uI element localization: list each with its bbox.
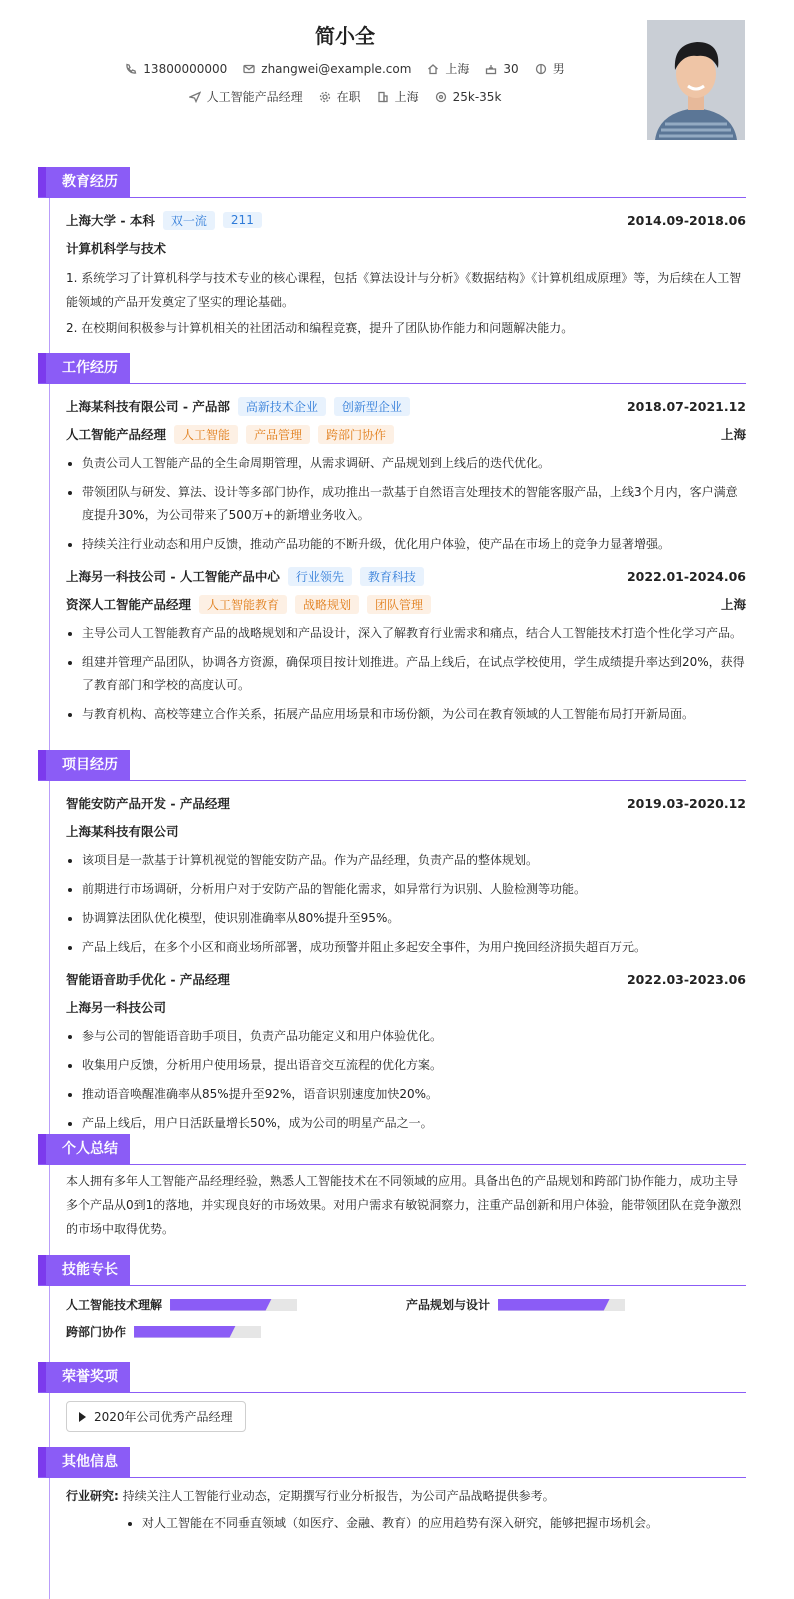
job-company-row — [66, 562, 746, 590]
other-bullets — [66, 1512, 746, 1535]
list-item: • 收集用户反馈，分析用户使用场景，提出语音交互流程的优化方案。 — [82, 1054, 746, 1077]
gear-icon — [319, 91, 331, 103]
skill-item — [66, 1323, 406, 1340]
award-text: 2020年公司优秀产品经理 — [94, 1410, 233, 1424]
avatar-illustration — [647, 20, 745, 140]
role-tag: 战略规划 — [295, 595, 359, 614]
job-period: 2022.01-2024.06 — [626, 568, 746, 584]
status-item — [319, 88, 361, 105]
major: 计算机科学与技术 — [66, 241, 167, 256]
job-location: 上海 — [720, 597, 746, 612]
gender-icon — [535, 63, 547, 75]
play-icon — [79, 1412, 86, 1422]
skill-name: 人工智能技术理解 — [66, 1298, 163, 1312]
skills-title: 技能专长 — [38, 1255, 130, 1285]
awards-header — [38, 1362, 746, 1393]
company-tag: 教育科技 — [360, 567, 424, 586]
city-text: 上海 — [445, 62, 470, 76]
skills-header — [38, 1255, 746, 1286]
project-company: 上海另一科技公司 — [66, 1000, 167, 1015]
skill-bar — [134, 1326, 261, 1338]
list-item: • 带领团队与研发、算法、设计等多部门协作，成功推出一款基于自然语言处理技术的智能客服产品，上线3个月内，客户满意度提升30%，为公司带来了500万+的新增业务收入。 — [82, 481, 746, 527]
send-icon — [189, 91, 201, 103]
list-item: • 协调算法团队优化模型，使识别准确率从80%提升至95%。 — [82, 907, 746, 930]
role-tag: 人工智能 — [174, 425, 238, 444]
skill-bar-fill — [498, 1299, 610, 1311]
company-tag: 创新型企业 — [334, 397, 410, 416]
home-icon — [427, 63, 439, 75]
skill-item — [406, 1296, 746, 1313]
project-name: 智能语音助手优化 - 产品经理 — [66, 972, 230, 987]
education-row — [66, 206, 746, 234]
city-item — [427, 60, 469, 77]
coin-icon — [435, 91, 447, 103]
position-text: 人工智能产品经理 — [206, 90, 303, 104]
project-row — [66, 789, 746, 817]
projects-header — [38, 750, 746, 781]
list-item: • 推动语音唤醒准确率从85%提升至92%，语音识别速度加快20%。 — [82, 1083, 746, 1106]
mail-icon — [243, 63, 255, 75]
gender-text: 男 — [552, 62, 565, 76]
job-bullets — [66, 622, 746, 726]
job-role-row — [66, 420, 746, 448]
skill-bar-fill — [134, 1326, 236, 1338]
age-text: 30 — [503, 61, 519, 76]
other-line — [66, 1484, 746, 1508]
candidate-name: 简小全 — [315, 24, 375, 48]
work-section — [38, 353, 746, 732]
list-item: • 产品上线后，用户日活跃量增长50%，成为公司的明星产品之一。 — [82, 1112, 746, 1135]
company-name: 上海某科技有限公司 - 产品部 — [66, 399, 230, 414]
education-header — [38, 167, 746, 198]
school-name: 上海大学 - 本科 — [66, 213, 155, 228]
work-city-text: 上海 — [394, 90, 419, 104]
education-item: 1. 系统学习了计算机科学与技术专业的核心课程，包括《算法设计与分析》《数据结构》《计算机组成原理》等，为后续在人工智能领域的产品开发奠定了坚实的理论基础。 — [66, 271, 742, 309]
work-city-item — [377, 88, 419, 105]
skill-item — [66, 1296, 406, 1313]
projects-section — [38, 750, 746, 1141]
phone-item — [125, 62, 227, 76]
status-text: 在职 — [336, 90, 361, 104]
list-item: • 负责公司人工智能产品的全生命周期管理，从需求调研、产品规划到上线后的迭代优化。 — [82, 452, 746, 475]
school-tag: 双一流 — [163, 211, 215, 230]
project-row — [66, 965, 746, 993]
role-tag: 团队管理 — [367, 595, 431, 614]
summary-header — [38, 1134, 746, 1165]
company-tag: 高新技术企业 — [238, 397, 326, 416]
phone-text: 13800000000 — [143, 61, 228, 76]
other-title: 其他信息 — [38, 1447, 130, 1477]
list-item: • 持续关注行业动态和用户反馈，推动产品功能的不断升级，优化用户体验，使产品在市场上的竞争力显著增强。 — [82, 533, 746, 556]
work-title: 工作经历 — [38, 353, 130, 383]
skill-name: 跨部门协作 — [66, 1325, 127, 1339]
list-item: • 该项目是一款基于计算机视觉的智能安防产品。作为产品经理，负责产品的整体规划。 — [82, 849, 746, 872]
contact-row — [0, 60, 690, 77]
project-bullets — [66, 849, 746, 959]
award-item[interactable] — [66, 1401, 246, 1432]
skill-bar-fill — [170, 1299, 272, 1311]
job-role: 人工智能产品经理 — [66, 427, 167, 442]
salary-item — [435, 90, 502, 104]
role-tag: 跨部门协作 — [318, 425, 394, 444]
list-item: • 产品上线后，在多个小区和商业场所部署，成功预警并阻止多起安全事件，为用户挽回经济损失超百万元。 — [82, 936, 746, 959]
job-intent-row — [0, 88, 690, 105]
list-item: • 对人工智能在不同垂直领域（如医疗、金融、教育）的应用趋势有深入研究，能够把握市场机会。 — [142, 1512, 746, 1535]
school-tag: 211 — [223, 212, 262, 228]
job-period: 2018.07-2021.12 — [626, 398, 746, 414]
list-item: • 主导公司人工智能教育产品的战略规划和产品设计，深入了解教育行业需求和痛点，结合人工智能技术打造个性化学习产品。 — [82, 622, 746, 645]
cake-icon — [485, 63, 497, 75]
position-item — [189, 88, 303, 105]
major-row — [66, 234, 746, 262]
role-tag: 人工智能教育 — [199, 595, 287, 614]
summary-title: 个人总结 — [38, 1134, 130, 1164]
project-period: 2019.03-2020.12 — [626, 795, 746, 811]
salary-text: 25k-35k — [452, 89, 502, 104]
company-tag: 行业领先 — [288, 567, 352, 586]
list-item: • 与教育机构、高校等建立合作关系，拓展产品应用场景和市场份额，为公司在教育领域的人工智能布局打开新局面。 — [82, 703, 746, 726]
job-location: 上海 — [720, 427, 746, 442]
age-item — [485, 62, 518, 76]
job-bullets — [66, 452, 746, 556]
email-item — [243, 62, 411, 76]
education-title: 教育经历 — [38, 167, 130, 197]
projects-title: 项目经历 — [38, 750, 130, 780]
other-header — [38, 1447, 746, 1478]
project-period: 2022.03-2023.06 — [626, 971, 746, 987]
skill-bar — [498, 1299, 625, 1311]
education-item: 2. 在校期间积极参与计算机相关的社团活动和编程竞赛，提升了团队协作能力和问题解决能力。 — [66, 321, 574, 335]
project-bullets — [66, 1025, 746, 1135]
job-role-row — [66, 590, 746, 618]
education-section — [38, 167, 746, 340]
summary-text: 本人拥有多年人工智能产品经理经验，熟悉人工智能技术在不同领域的应用。具备出色的产品规划和跨部门协作能力，成功主导多个产品从0到1的落地，并实现良好的市场效果。对用户需求有敏锐洞察力，注重产品创新和用户体验，能带领团队在竞争激烈的市场中取得优势。 — [66, 1174, 742, 1236]
role-tag: 产品管理 — [246, 425, 310, 444]
awards-section — [38, 1362, 746, 1432]
skills-section — [38, 1255, 746, 1340]
other-section — [38, 1447, 746, 1541]
project-name: 智能安防产品开发 - 产品经理 — [66, 796, 230, 811]
job-role: 资深人工智能产品经理 — [66, 597, 192, 612]
email-text: zhangwei@example.com — [261, 61, 412, 76]
job-company-row — [66, 392, 746, 420]
list-item: • 前期进行市场调研，分析用户对于安防产品的智能化需求，如异常行为识别、人脸检测等功能。 — [82, 878, 746, 901]
building-icon — [377, 91, 389, 103]
awards-title: 荣誉奖项 — [38, 1362, 130, 1392]
project-company-row — [66, 817, 746, 845]
education-period: 2014.09-2018.06 — [626, 212, 746, 228]
company-name: 上海另一科技公司 - 人工智能产品中心 — [66, 569, 280, 584]
list-item: • 参与公司的智能语音助手项目，负责产品功能定义和用户体验优化。 — [82, 1025, 746, 1048]
list-item: • 组建并管理产品团队，协调各方资源，确保项目按计划推进。产品上线后，在试点学校使用，学生成绩提升率达到20%，获得了教育部门和学校的高度认可。 — [82, 651, 746, 697]
other-text: 持续关注人工智能行业动态，定期撰写行业分析报告，为公司产品战略提供参考。 — [122, 1489, 555, 1503]
summary-section — [38, 1134, 746, 1241]
gender-item — [535, 60, 565, 77]
work-header — [38, 353, 746, 384]
other-label: 行业研究: — [66, 1489, 119, 1503]
project-company: 上海某科技有限公司 — [66, 824, 179, 839]
phone-icon — [125, 63, 137, 75]
project-company-row — [66, 993, 746, 1021]
skill-bar — [170, 1299, 297, 1311]
profile-photo — [647, 20, 745, 140]
skill-name: 产品规划与设计 — [406, 1298, 491, 1312]
